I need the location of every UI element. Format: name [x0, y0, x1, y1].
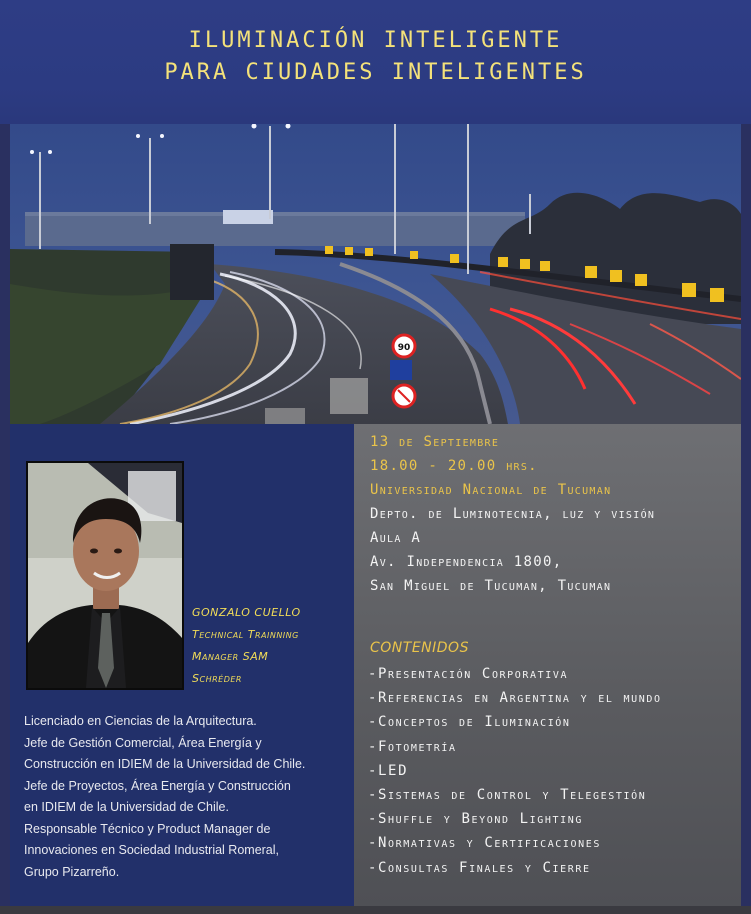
- contents-item: -Consultas Finales y Cierre: [368, 859, 591, 876]
- bio-line: en IDIEM de la Universidad de Chile.: [24, 800, 229, 814]
- bio-line: Responsable Técnico y Product Manager de: [24, 821, 271, 836]
- speaker-bio: [24, 711, 350, 883]
- contents-item: -Referencias en Argentina y el mundo: [368, 690, 662, 707]
- event-address-1: Av. Independencia 1800,: [370, 554, 563, 570]
- bio-line: Construcción en IDIEM de la Universidad de Chile.: [24, 757, 306, 771]
- bio-line: Innovaciones en Sociedad Industrial Romeral,: [24, 843, 280, 857]
- bio-line: Licenciado en Ciencias de la Arquitectura.: [24, 714, 257, 728]
- event-department: Depto. de Luminotecnia, luz y visión: [370, 506, 656, 522]
- header-banner: [0, 0, 751, 124]
- bio-line: Grupo Pizarreño.: [24, 864, 120, 879]
- bottom-border: [0, 906, 751, 914]
- speaker-name: GONZALO CUELLO: [192, 606, 301, 619]
- contents-item: -Presentación Corporativa: [368, 666, 569, 682]
- speaker-panel: [10, 424, 354, 906]
- event-time: 18.00 - 20.00 hrs.: [370, 458, 538, 474]
- event-room: Aula A: [370, 530, 422, 546]
- bio-line: Jefe de Proyectos, Área Energía y Construcción: [24, 778, 291, 793]
- title-line-1: ILUMINACIÓN INTELIGENTE: [188, 28, 563, 53]
- highway-photo: [10, 124, 741, 424]
- event-panel: [354, 424, 741, 906]
- event-venue: Universidad Nacional de Tucuman: [370, 482, 612, 498]
- speaker-role-2: Manager SAM: [192, 650, 269, 663]
- left-margin: [0, 124, 10, 906]
- speaker-role-1: Technical Trainning: [192, 628, 299, 641]
- contents-item: -Normativas y Certificaciones: [368, 835, 602, 852]
- contents-item: -Fotometría: [368, 738, 457, 755]
- speed-limit-sign: 90: [397, 343, 411, 353]
- contents-item: -Sistemas de Control y Telegestión: [368, 787, 647, 804]
- title-line-2: PARA CIUDADES INTELIGENTES: [164, 60, 587, 85]
- speaker-info: [192, 602, 301, 690]
- contents-list: [368, 662, 662, 880]
- speaker-portrait: [26, 461, 184, 690]
- right-margin: [741, 124, 751, 906]
- contents-item: -Conceptos de Iluminación: [368, 714, 571, 731]
- contents-item: -LED: [368, 762, 409, 779]
- event-date: 13 de Septiembre: [370, 434, 500, 450]
- bio-line: Jefe de Gestión Comercial, Área Energía y: [24, 735, 262, 750]
- speaker-company: Schréder: [192, 672, 242, 685]
- contents-item: -Shuffle y Beyond Lighting: [368, 811, 583, 828]
- contents-heading: CONTENIDOS: [370, 640, 469, 656]
- event-address-2: San Miguel de Tucuman, Tucuman: [370, 578, 612, 594]
